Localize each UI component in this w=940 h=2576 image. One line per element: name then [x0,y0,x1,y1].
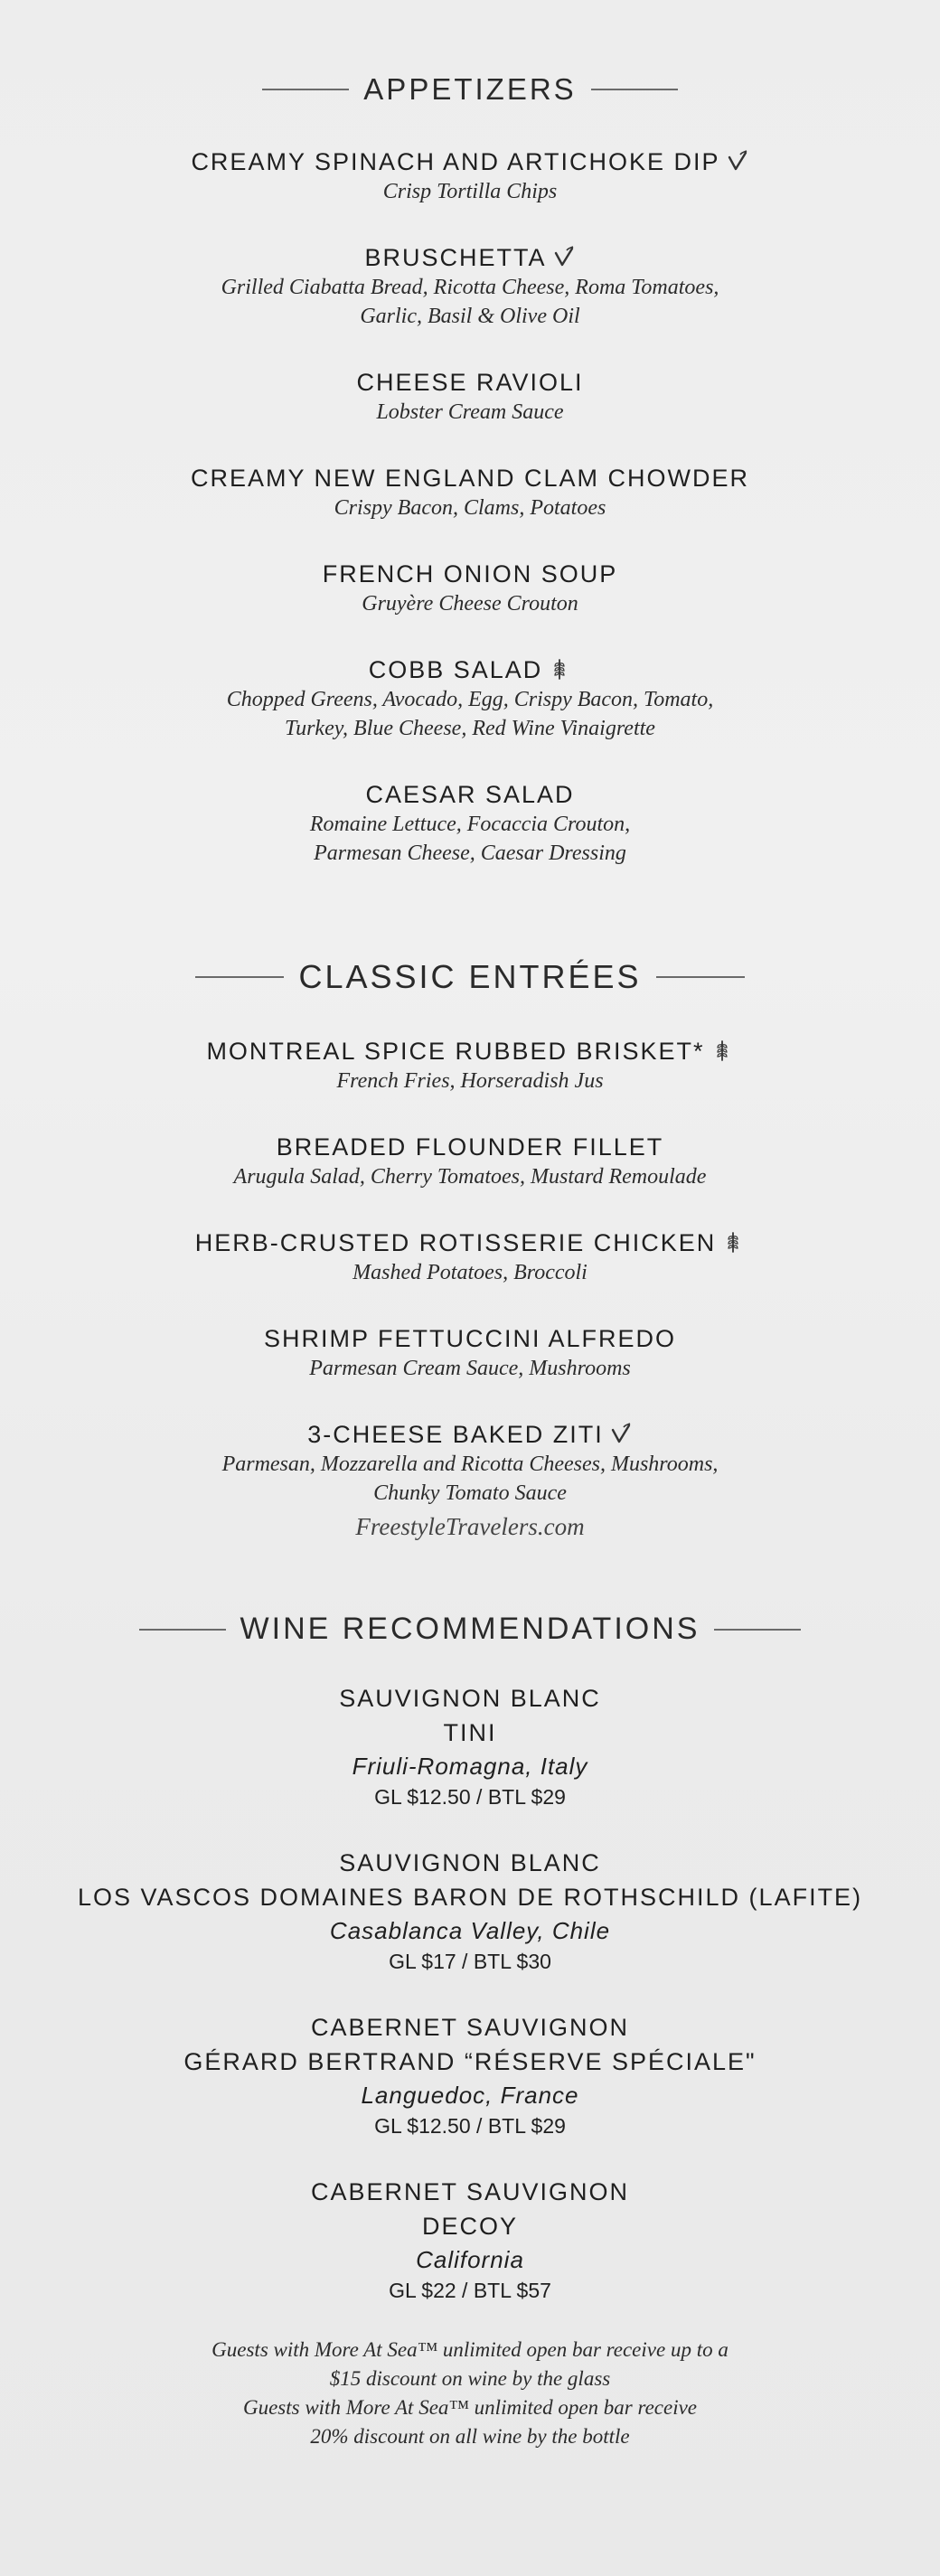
discount-note-line: Guests with More At Sea™ unlimited open bar receive up to a [212,2338,728,2361]
menu-item-description: Parmesan Cream Sauce, Mushrooms [309,1357,631,1380]
menu-item-name: HERB-CRUSTED ROTISSERIE CHICKEN [194,1229,717,1256]
menu-item-description: Garlic, Basil & Olive Oil [360,305,580,328]
menu-item-title [0,463,940,494]
discount-note [0,2336,940,2451]
wine-region: California [416,2246,524,2273]
menu-item-name: BRUSCHETTA [364,244,547,271]
wine-region: Friuli-Romagna, Italy [352,1753,588,1780]
menu-item [0,146,940,206]
menu-item [0,779,940,868]
menu-item-description: Lobster Cream Sauce [376,400,564,424]
menu-item-description: Parmesan, Mozzarella and Ricotta Cheeses, Mushrooms, [221,1453,719,1476]
menu-item-name: 3-CHEESE BAKED ZITI [307,1421,604,1448]
menu-item-name: BREADED FLOUNDER FILLET [276,1133,664,1161]
menu-item-name: CREAMY SPINACH AND ARTICHOKE DIP [191,148,720,175]
gluten-free-icon [721,1230,745,1254]
wine-name: DECOY [421,2213,519,2240]
wine-type: CABERNET SAUVIGNON [310,2178,630,2205]
menu-item-name: CHEESE RAVIOLI [356,369,584,396]
menu-item-description: Chopped Greens, Avocado, Egg, Crispy Bacon, Tomato, [226,688,714,711]
wines-heading: WINE RECOMMENDATIONS [240,1612,700,1646]
menu-item-title [0,367,940,398]
menu-item-title [0,654,940,685]
wine-region: Casablanca Valley, Chile [329,1917,611,1944]
menu-item [0,1132,940,1191]
wine-price: GL $17 / BTL $30 [389,1950,551,1973]
wine-name: TINI [443,1719,497,1746]
menu-item-title [0,779,940,810]
entrees-header [0,958,940,996]
vegetarian-icon [726,149,749,173]
entrees-list [0,1036,940,1508]
menu-item-title [0,242,940,273]
wine-item [0,2010,940,2140]
menu-item-title [0,1323,940,1354]
wine-price: GL $12.50 / BTL $29 [374,2114,566,2138]
menu-item-description: Crispy Bacon, Clams, Potatoes [334,496,606,520]
menu-item-name: CAESAR SALAD [365,781,575,808]
wines-list [0,1681,940,2305]
menu-item-description: Romaine Lettuce, Focaccia Crouton, [309,813,631,836]
menu-item [0,1036,940,1095]
menu-item-description: Turkey, Blue Cheese, Red Wine Vinaigrette [285,717,655,740]
menu-item [0,1419,940,1508]
menu-item-description: Arugula Salad, Cherry Tomatoes, Mustard Remoulade [233,1165,707,1189]
wine-name: LOS VASCOS DOMAINES BARON DE ROTHSCHILD (LAFITE) [77,1884,863,1911]
menu-item [0,242,940,331]
wine-price: GL $22 / BTL $57 [389,2279,551,2302]
wine-name: GÉRARD BERTRAND “RÉSERVE SPÉCIALE" [183,2048,757,2075]
header-rule-left [195,976,284,978]
vegetarian-icon [609,1422,633,1445]
header-rule-left [139,1629,226,1631]
menu-item-name: CREAMY NEW ENGLAND CLAM CHOWDER [190,465,750,492]
gluten-free-icon [710,1039,734,1062]
wine-region: Languedoc, France [361,2082,579,2109]
menu-item-title [0,146,940,177]
menu-item-description: Parmesan Cheese, Caesar Dressing [314,841,626,865]
menu-item-description: Chunky Tomato Sauce [373,1481,567,1505]
menu-item-description: French Fries, Horseradish Jus [336,1069,604,1093]
wine-item [0,1846,940,1976]
discount-note-line: 20% discount on all wine by the bottle [310,2425,630,2448]
wine-type: SAUVIGNON BLANC [339,1849,601,1876]
menu-item-description: Mashed Potatoes, Broccoli [352,1261,588,1284]
menu-item-name: MONTREAL SPICE RUBBED BRISKET* [206,1038,705,1065]
menu-item-description: Grilled Ciabatta Bread, Ricotta Cheese, Roma Tomatoes, [221,276,719,299]
wine-type: CABERNET SAUVIGNON [310,2014,630,2041]
menu-item-title [0,1419,940,1450]
wine-item [0,2175,940,2305]
header-rule-right [656,976,745,978]
menu-item-name: COBB SALAD [368,656,543,683]
menu-item [0,1227,940,1287]
vegetarian-icon [552,245,576,268]
menu-item-title [0,1227,940,1258]
discount-note-line: $15 discount on wine by the glass [329,2367,611,2390]
wine-item [0,1681,940,1811]
menu-item-name: SHRIMP FETTUCCINI ALFREDO [263,1325,677,1352]
menu-item-title [0,1036,940,1067]
menu-item [0,1323,940,1383]
gluten-free-icon [548,657,571,681]
wine-price: GL $12.50 / BTL $29 [374,1785,566,1809]
menu-item-description: Crisp Tortilla Chips [382,180,558,203]
menu-item-description: Gruyère Cheese Crouton [362,592,578,616]
menu-item [0,559,940,618]
discount-note-line: Guests with More At Sea™ unlimited open bar receive [242,2396,698,2419]
menu-item [0,654,940,743]
menu-item-title [0,1132,940,1162]
menu-item [0,367,940,427]
entrees-heading: CLASSIC ENTRÉES [298,958,642,995]
appetizers-list [0,146,940,868]
wines-header [0,1612,940,1647]
appetizers-header [0,72,940,107]
menu-item-title [0,559,940,589]
header-rule-right [591,89,678,90]
header-rule-left [262,89,349,90]
appetizers-heading: APPETIZERS [363,72,577,106]
menu-item-name: FRENCH ONION SOUP [322,560,618,588]
wine-type: SAUVIGNON BLANC [339,1685,601,1712]
watermark-text: FreestyleTravelers.com [355,1513,585,1540]
header-rule-right [714,1629,801,1631]
menu-item [0,463,940,522]
